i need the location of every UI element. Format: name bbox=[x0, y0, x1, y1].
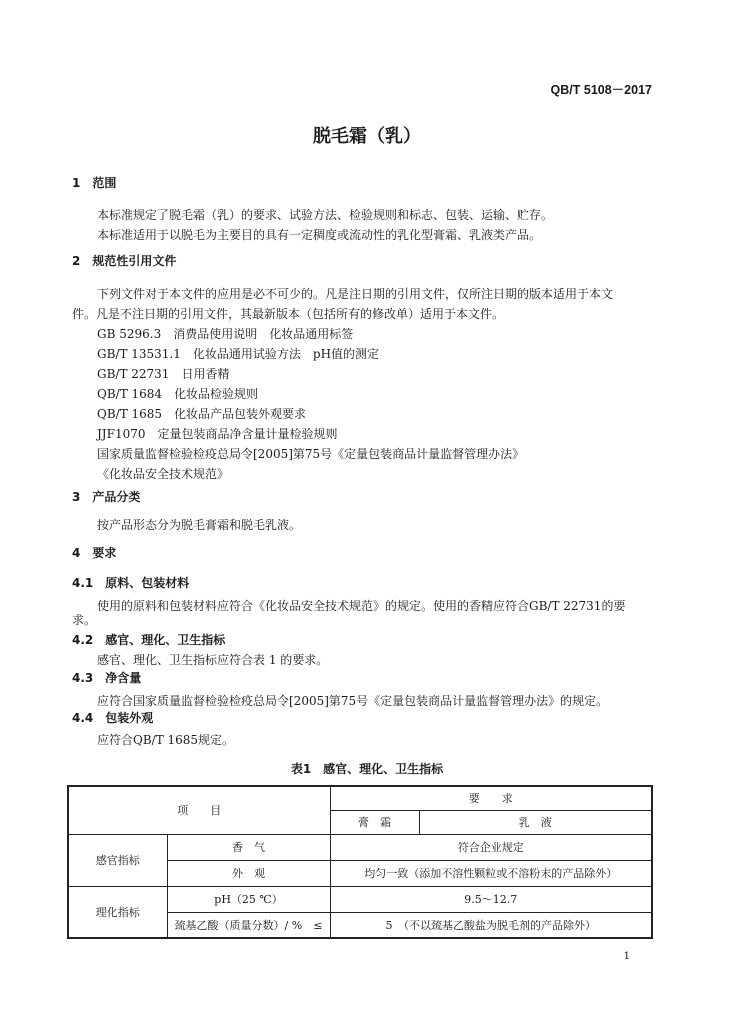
table-caption: 表1 感官、理化、卫生指标 bbox=[290, 762, 444, 776]
reference-item: GB 5296.3 消费品使用说明 化妆品通用标签 bbox=[97, 327, 354, 341]
section-2-para-line-1: 下列文件对于本文件的应用是必不可少的。凡是注日期的引用文件，仅所注日期的版本适用于本文 bbox=[97, 287, 614, 301]
section-4-1-heading: 4.1 原料、包装材料 bbox=[72, 576, 190, 590]
table-row-value: 均匀一致（添加不溶性颗粒或不溶粉末的产品除外） bbox=[330, 860, 652, 886]
section-4-3-para: 应符合国家质量监督检验检疫总局令[2005]第75号《定量包装商品计量监督管理办法》的规定。 bbox=[97, 694, 609, 708]
group-sensory: 感官指标 bbox=[68, 834, 167, 886]
section-1-para-2: 本标准适用于以脱毛为主要目的具有一定稠度或流动性的乳化型膏霜、乳液类产品。 bbox=[97, 228, 542, 242]
section-4-4-heading: 4.4 包装外观 bbox=[72, 711, 154, 725]
section-3-heading: 3 产品分类 bbox=[72, 490, 141, 504]
header-requirement: 要 求 bbox=[330, 786, 652, 810]
reference-item: 国家质量监督检验检疫总局令[2005]第75号《定量包装商品计量监督管理办法》 bbox=[97, 447, 525, 461]
requirements-table bbox=[67, 785, 653, 939]
section-2-heading: 2 规范性引用文件 bbox=[72, 254, 177, 268]
section-4-2-para: 感官、理化、卫生指标应符合表 1 的要求。 bbox=[97, 653, 329, 667]
section-1-para-1: 本标准规定了脱毛霜（乳）的要求、试验方法、检验规则和标志、包装、运输、贮存。 bbox=[97, 208, 554, 222]
header-lotion: 乳 液 bbox=[419, 810, 652, 834]
reference-item: QB/T 1685 化妆品产品包装外观要求 bbox=[97, 407, 307, 421]
table-row-item: 外 观 bbox=[167, 860, 330, 886]
section-1-heading: 1 范围 bbox=[72, 176, 117, 190]
header-cream: 膏 霜 bbox=[330, 810, 419, 834]
section-4-1-line-2: 求。 bbox=[72, 613, 97, 627]
table-row-item: pH（25 ℃） bbox=[167, 886, 330, 912]
reference-item: GB/T 22731 日用香精 bbox=[97, 367, 230, 381]
page-title: 脱毛霜（乳） bbox=[313, 126, 421, 147]
table-row-item: 巯基乙酸（质量分数）/ % ≤ bbox=[167, 912, 330, 938]
reference-item: 《化妆品安全技术规范》 bbox=[97, 467, 230, 481]
reference-item: GB/T 13531.1 化妆品通用试验方法 pH值的测定 bbox=[97, 347, 380, 361]
table-row-item: 香 气 bbox=[167, 834, 330, 860]
section-3-para-1: 按产品形态分为脱毛膏霜和脱毛乳液。 bbox=[97, 518, 302, 532]
section-4-heading: 4 要求 bbox=[72, 546, 117, 560]
section-4-2-heading: 4.2 感官、理化、卫生指标 bbox=[72, 633, 226, 647]
table-row-value: 符合企业规定 bbox=[330, 834, 652, 860]
group-physchem: 理化指标 bbox=[68, 886, 167, 938]
header-item: 项 目 bbox=[68, 786, 330, 834]
page-number: 1 bbox=[623, 951, 630, 962]
table-row-value: 5 （不以巯基乙酸盐为脱毛剂的产品除外） bbox=[330, 912, 652, 938]
section-4-1-line-1: 使用的原料和包装材料应符合《化妆品安全技术规范》的规定。使用的香精应符合GB/T 22731的要 bbox=[97, 599, 626, 613]
reference-item: QB/T 1684 化妆品检验规则 bbox=[97, 387, 259, 401]
section-4-4-para: 应符合QB/T 1685规定。 bbox=[97, 733, 235, 747]
section-4-3-heading: 4.3 净含量 bbox=[72, 671, 142, 685]
standard-number: QB/T 5108－2017 bbox=[550, 83, 652, 97]
section-2-para-line-2: 件。凡是不注日期的引用文件，其最新版本（包括所有的修改单）适用于本文件。 bbox=[72, 307, 505, 321]
table-row-value: 9.5～12.7 bbox=[330, 886, 652, 912]
reference-item: JJF1070 定量包装商品净含量计量检验规则 bbox=[97, 427, 338, 441]
